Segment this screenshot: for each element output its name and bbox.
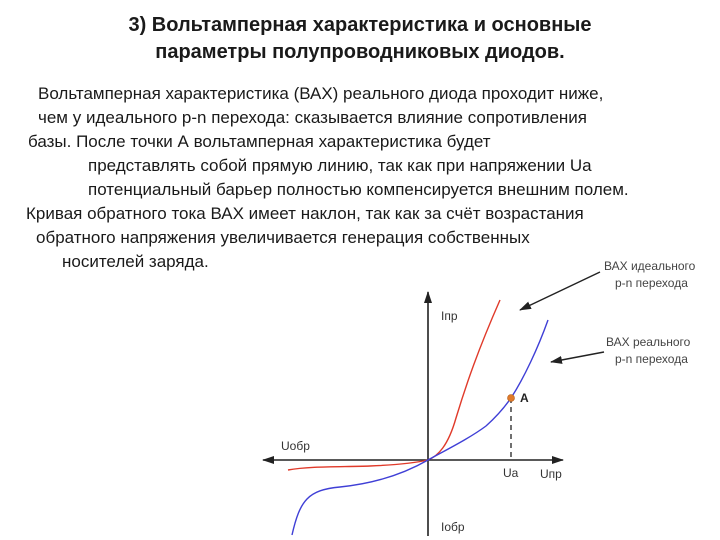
title-line-1: 3) Вольтамперная характеристика и основные (128, 14, 592, 36)
paragraph-line: Кривая обратного тока ВАХ имеет наклон, так как за счёт возрастания (26, 204, 584, 223)
ideal-callout-line-2: p-n перехода (615, 276, 688, 290)
paragraph-line: потенциальный барьер полностью компенсируется внешним полем. (88, 180, 629, 199)
real-callout-line-1: ВАХ реального (606, 335, 691, 349)
paragraph-line: представлять собой прямую линию, так как при напряжении Ua (88, 156, 592, 175)
paragraph-line: Вольтамперная характеристика (ВАХ) реального диода проходит ниже, (38, 84, 604, 103)
point-a-marker (508, 395, 515, 402)
paragraph-line: носителей заряда. (62, 252, 209, 271)
reverse-current-label: Iобр (441, 520, 465, 534)
title-line-2: параметры полупроводниковых диодов. (155, 41, 565, 63)
paragraph-line: чем у идеального p-n перехода: сказывается влияние сопротивления (38, 108, 587, 127)
paragraph-line: базы. После точки А вольтамперная характеристика будет (28, 132, 491, 151)
ideal-callout-arrow (520, 272, 600, 310)
forward-current-label: Iпр (441, 309, 458, 323)
forward-voltage-label: Uпр (540, 467, 562, 481)
paragraph-line: обратного напряжения увеличивается генерация собственных (36, 228, 530, 247)
real-callout-arrow (551, 352, 604, 362)
reverse-voltage-label: Uобр (281, 439, 310, 453)
point-voltage-label: Ua (503, 466, 519, 480)
ideal-iv-curve (288, 300, 500, 470)
ideal-callout-line-1: ВАХ идеального (604, 259, 696, 273)
real-callout-line-2: p-n перехода (615, 352, 688, 366)
point-a-label: A (520, 391, 529, 405)
real-iv-curve (292, 320, 548, 535)
